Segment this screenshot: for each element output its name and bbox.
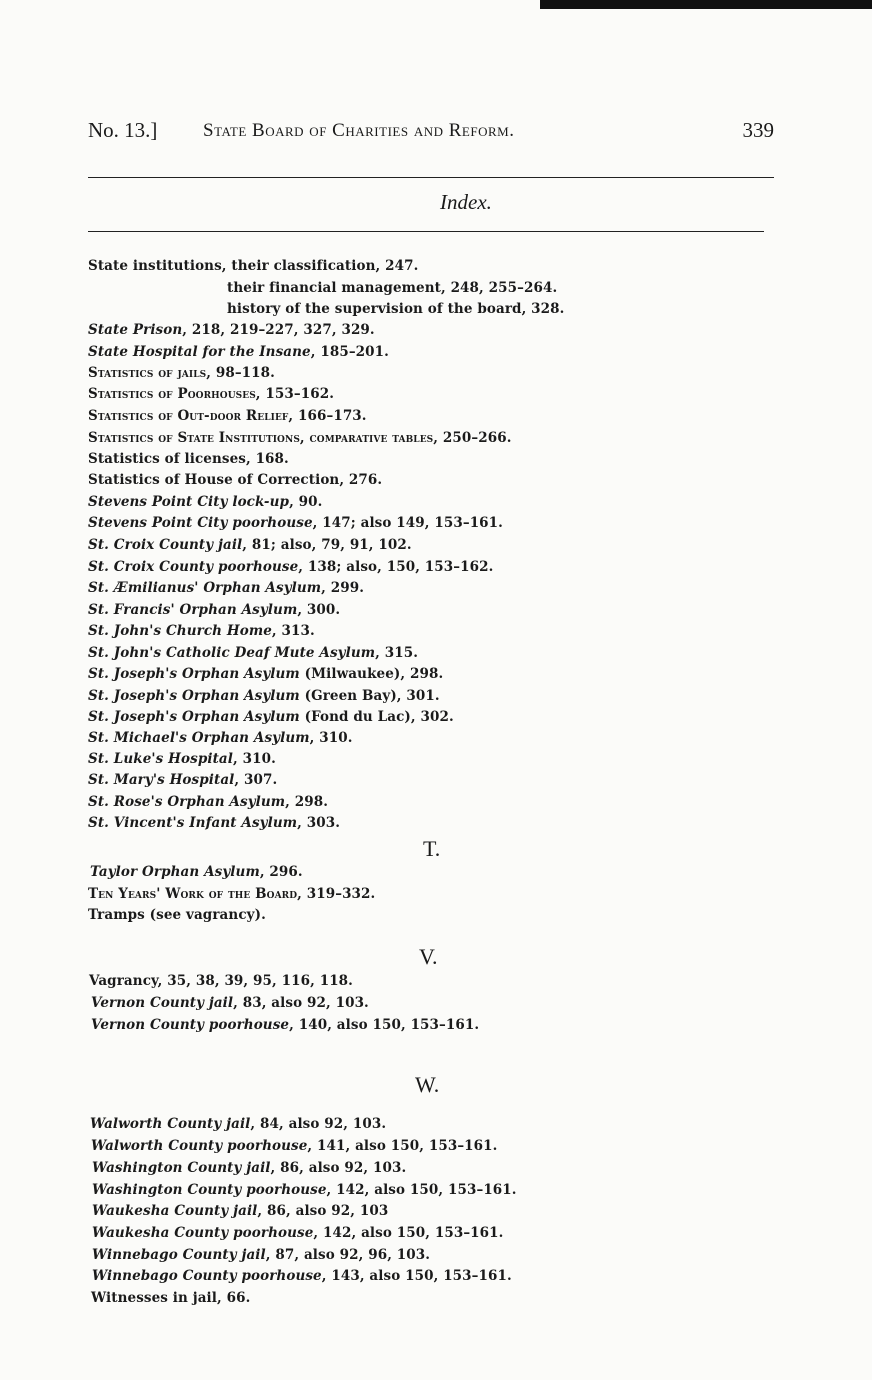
entry-name: Winnebago County jail [92, 1247, 266, 1263]
index-entry [88, 344, 389, 360]
index-entry [92, 1182, 517, 1198]
entry-references: Statistics of Out-door Relief, 166–173. [88, 408, 367, 424]
index-entry [88, 386, 334, 402]
index-entry [88, 515, 503, 531]
entry-name: St. Vincent's Infant Asylum [88, 815, 298, 831]
entry-name: St. Luke's Hospital [88, 751, 234, 767]
entry-references: , 218, 219–227, 327, 329. [182, 322, 375, 338]
entry-references: , 307. [234, 772, 278, 788]
entry-name: Walworth County poorhouse [91, 1138, 308, 1154]
entry-references: Statistics of licenses, 168. [88, 451, 289, 467]
entry-references: , 300. [297, 602, 341, 618]
index-entry [88, 365, 275, 381]
index-entry [92, 1225, 503, 1241]
entry-references: , 185–201. [310, 344, 389, 360]
index-entry [88, 730, 353, 746]
entry-name: St. John's Catholic Deaf Mute Asylum [88, 645, 376, 661]
entry-name: St. Croix County jail [88, 537, 243, 553]
index-entry [88, 408, 367, 424]
index-entry [91, 1017, 479, 1033]
index-entry [91, 1290, 250, 1306]
entry-references: (Milwaukee), 298. [299, 666, 444, 682]
index-entry [88, 430, 512, 446]
index-entry [88, 688, 440, 704]
index-entry [88, 451, 289, 467]
top-edge-bar [540, 0, 872, 9]
entry-name: Vernon County jail [91, 995, 234, 1011]
entry-references: State institutions, their classification, 247. [88, 258, 419, 274]
index-entry [88, 886, 375, 902]
entry-references: , 87, also 92, 96, 103. [265, 1247, 431, 1263]
entry-references: , 313. [271, 623, 315, 639]
index-entry [88, 709, 454, 725]
index-entry [92, 1247, 430, 1263]
entry-name: Washington County jail [92, 1160, 271, 1176]
index-subentry [227, 301, 564, 317]
entry-name: Winnebago County poorhouse [92, 1268, 322, 1284]
entry-references: , 303. [297, 815, 341, 831]
entry-references: , 90. [289, 494, 323, 510]
entry-references: , 141, also 150, 153–161. [307, 1138, 498, 1154]
entry-references: , 299. [321, 580, 365, 596]
entry-name: State Hospital for the Insane [88, 344, 311, 360]
entry-name: Stevens Point City poorhouse [88, 515, 313, 531]
entry-name: St. Francis' Orphan Asylum [88, 602, 298, 618]
page-number: 339 [742, 118, 774, 142]
entry-references: , 140, also 150, 153–161. [289, 1017, 480, 1033]
index-entry [92, 1160, 406, 1176]
page-header [88, 118, 774, 148]
entry-references: , 310. [309, 730, 353, 746]
entry-references: Statistics of jails, 98–118. [88, 365, 275, 381]
entry-name: St. Joseph's Orphan Asylum [88, 709, 300, 725]
entry-references: , 142, also 150, 153–161. [313, 1225, 504, 1241]
entry-references: , 138; also, 150, 153–162. [298, 559, 494, 575]
index-entry [92, 1268, 512, 1284]
entry-references: , 83, also 92, 103. [233, 995, 369, 1011]
entry-name: St. Rose's Orphan Asylum [88, 794, 286, 810]
index-entry [90, 1116, 386, 1132]
entry-references: , 84, also 92, 103. [250, 1116, 387, 1132]
section-letter: W. [415, 1072, 440, 1097]
index-entry [88, 322, 375, 338]
entry-references: , 315. [375, 645, 419, 661]
index-entry [88, 907, 266, 923]
entry-name: State Prison [88, 322, 183, 338]
index-entry [92, 1203, 388, 1219]
index-entry [88, 645, 418, 661]
entry-name: Stevens Point City lock-up [88, 494, 290, 510]
entry-name: St. Michael's Orphan Asylum [88, 730, 310, 746]
index-entry [88, 751, 276, 767]
entry-name: St. John's Church Home [88, 623, 272, 639]
entry-references: , 147; also 149, 153–161. [312, 515, 503, 531]
index-entry [88, 472, 382, 488]
entry-references: , 142, also 150, 153–161. [326, 1182, 517, 1198]
entry-name: St. Joseph's Orphan Asylum [88, 688, 300, 704]
entry-name: Washington County poorhouse [92, 1182, 327, 1198]
entry-references: Tramps (see vagrancy). [88, 907, 266, 923]
entry-references: , 296. [259, 864, 303, 880]
entry-name: Walworth County jail [90, 1116, 251, 1132]
index-entry [91, 995, 369, 1011]
entry-references: , 310. [233, 751, 276, 767]
index-entry [90, 864, 303, 880]
section-letter: V. [419, 944, 438, 969]
index-entry [88, 580, 364, 596]
index-entry [88, 559, 493, 575]
entry-name: Taylor Orphan Asylum [90, 864, 260, 880]
title-rule [88, 231, 764, 232]
entry-name: Waukesha County jail [92, 1203, 258, 1219]
index-entry [88, 794, 328, 810]
entry-references: their financial management, 248, 255–264. [227, 280, 558, 296]
index-subentry [227, 280, 557, 296]
section-letter: T. [423, 836, 441, 861]
entry-references: , 143, also 150, 153–161. [321, 1268, 512, 1284]
entry-references: , 86, also 92, 103. [270, 1160, 407, 1176]
running-title: State Board of Charities and Reform. [203, 120, 515, 141]
entry-name: St. Æmilianus' Orphan Asylum [88, 580, 322, 596]
entry-references: Statistics of House of Correction, 276. [88, 472, 383, 488]
section-title: Index. [440, 190, 492, 214]
entry-references: , 81; also, 79, 91, 102. [242, 537, 412, 553]
header-rule [88, 177, 774, 178]
entry-name: St. Croix County poorhouse [88, 559, 299, 575]
entry-references: Ten Years' Work of the Board, 319–332. [88, 886, 376, 902]
entry-references: (Green Bay), 301. [299, 688, 440, 704]
index-entry [88, 815, 340, 831]
entry-references: , 86, also 92, 103 [257, 1203, 389, 1219]
entry-references: Vagrancy, 35, 38, 39, 95, 116, 118. [89, 973, 353, 989]
index-entry [88, 623, 315, 639]
entry-name: Vernon County poorhouse [91, 1017, 290, 1033]
index-entry [88, 537, 412, 553]
entry-references: Witnesses in jail, 66. [91, 1290, 251, 1306]
index-entry [88, 666, 443, 682]
index-entry [88, 602, 340, 618]
entry-name: St. Joseph's Orphan Asylum [88, 666, 300, 682]
index-entry [91, 1138, 497, 1154]
entry-name: St. Mary's Hospital [88, 772, 235, 788]
index-entry [88, 258, 418, 274]
entry-name: Waukesha County poorhouse [92, 1225, 314, 1241]
entry-references: Statistics of State Institutions, comparative tables, 250–266. [88, 430, 512, 446]
entry-references: Statistics of Poorhouses, 153–162. [88, 386, 335, 402]
entry-references: (Fond du Lac), 302. [299, 709, 454, 725]
entry-references: , 298. [285, 794, 329, 810]
entry-references: history of the supervision of the board, 328. [227, 301, 565, 317]
index-entry [88, 772, 277, 788]
index-entry [89, 973, 353, 989]
document-number: No. 13.] [88, 118, 158, 142]
index-entry [88, 494, 322, 510]
